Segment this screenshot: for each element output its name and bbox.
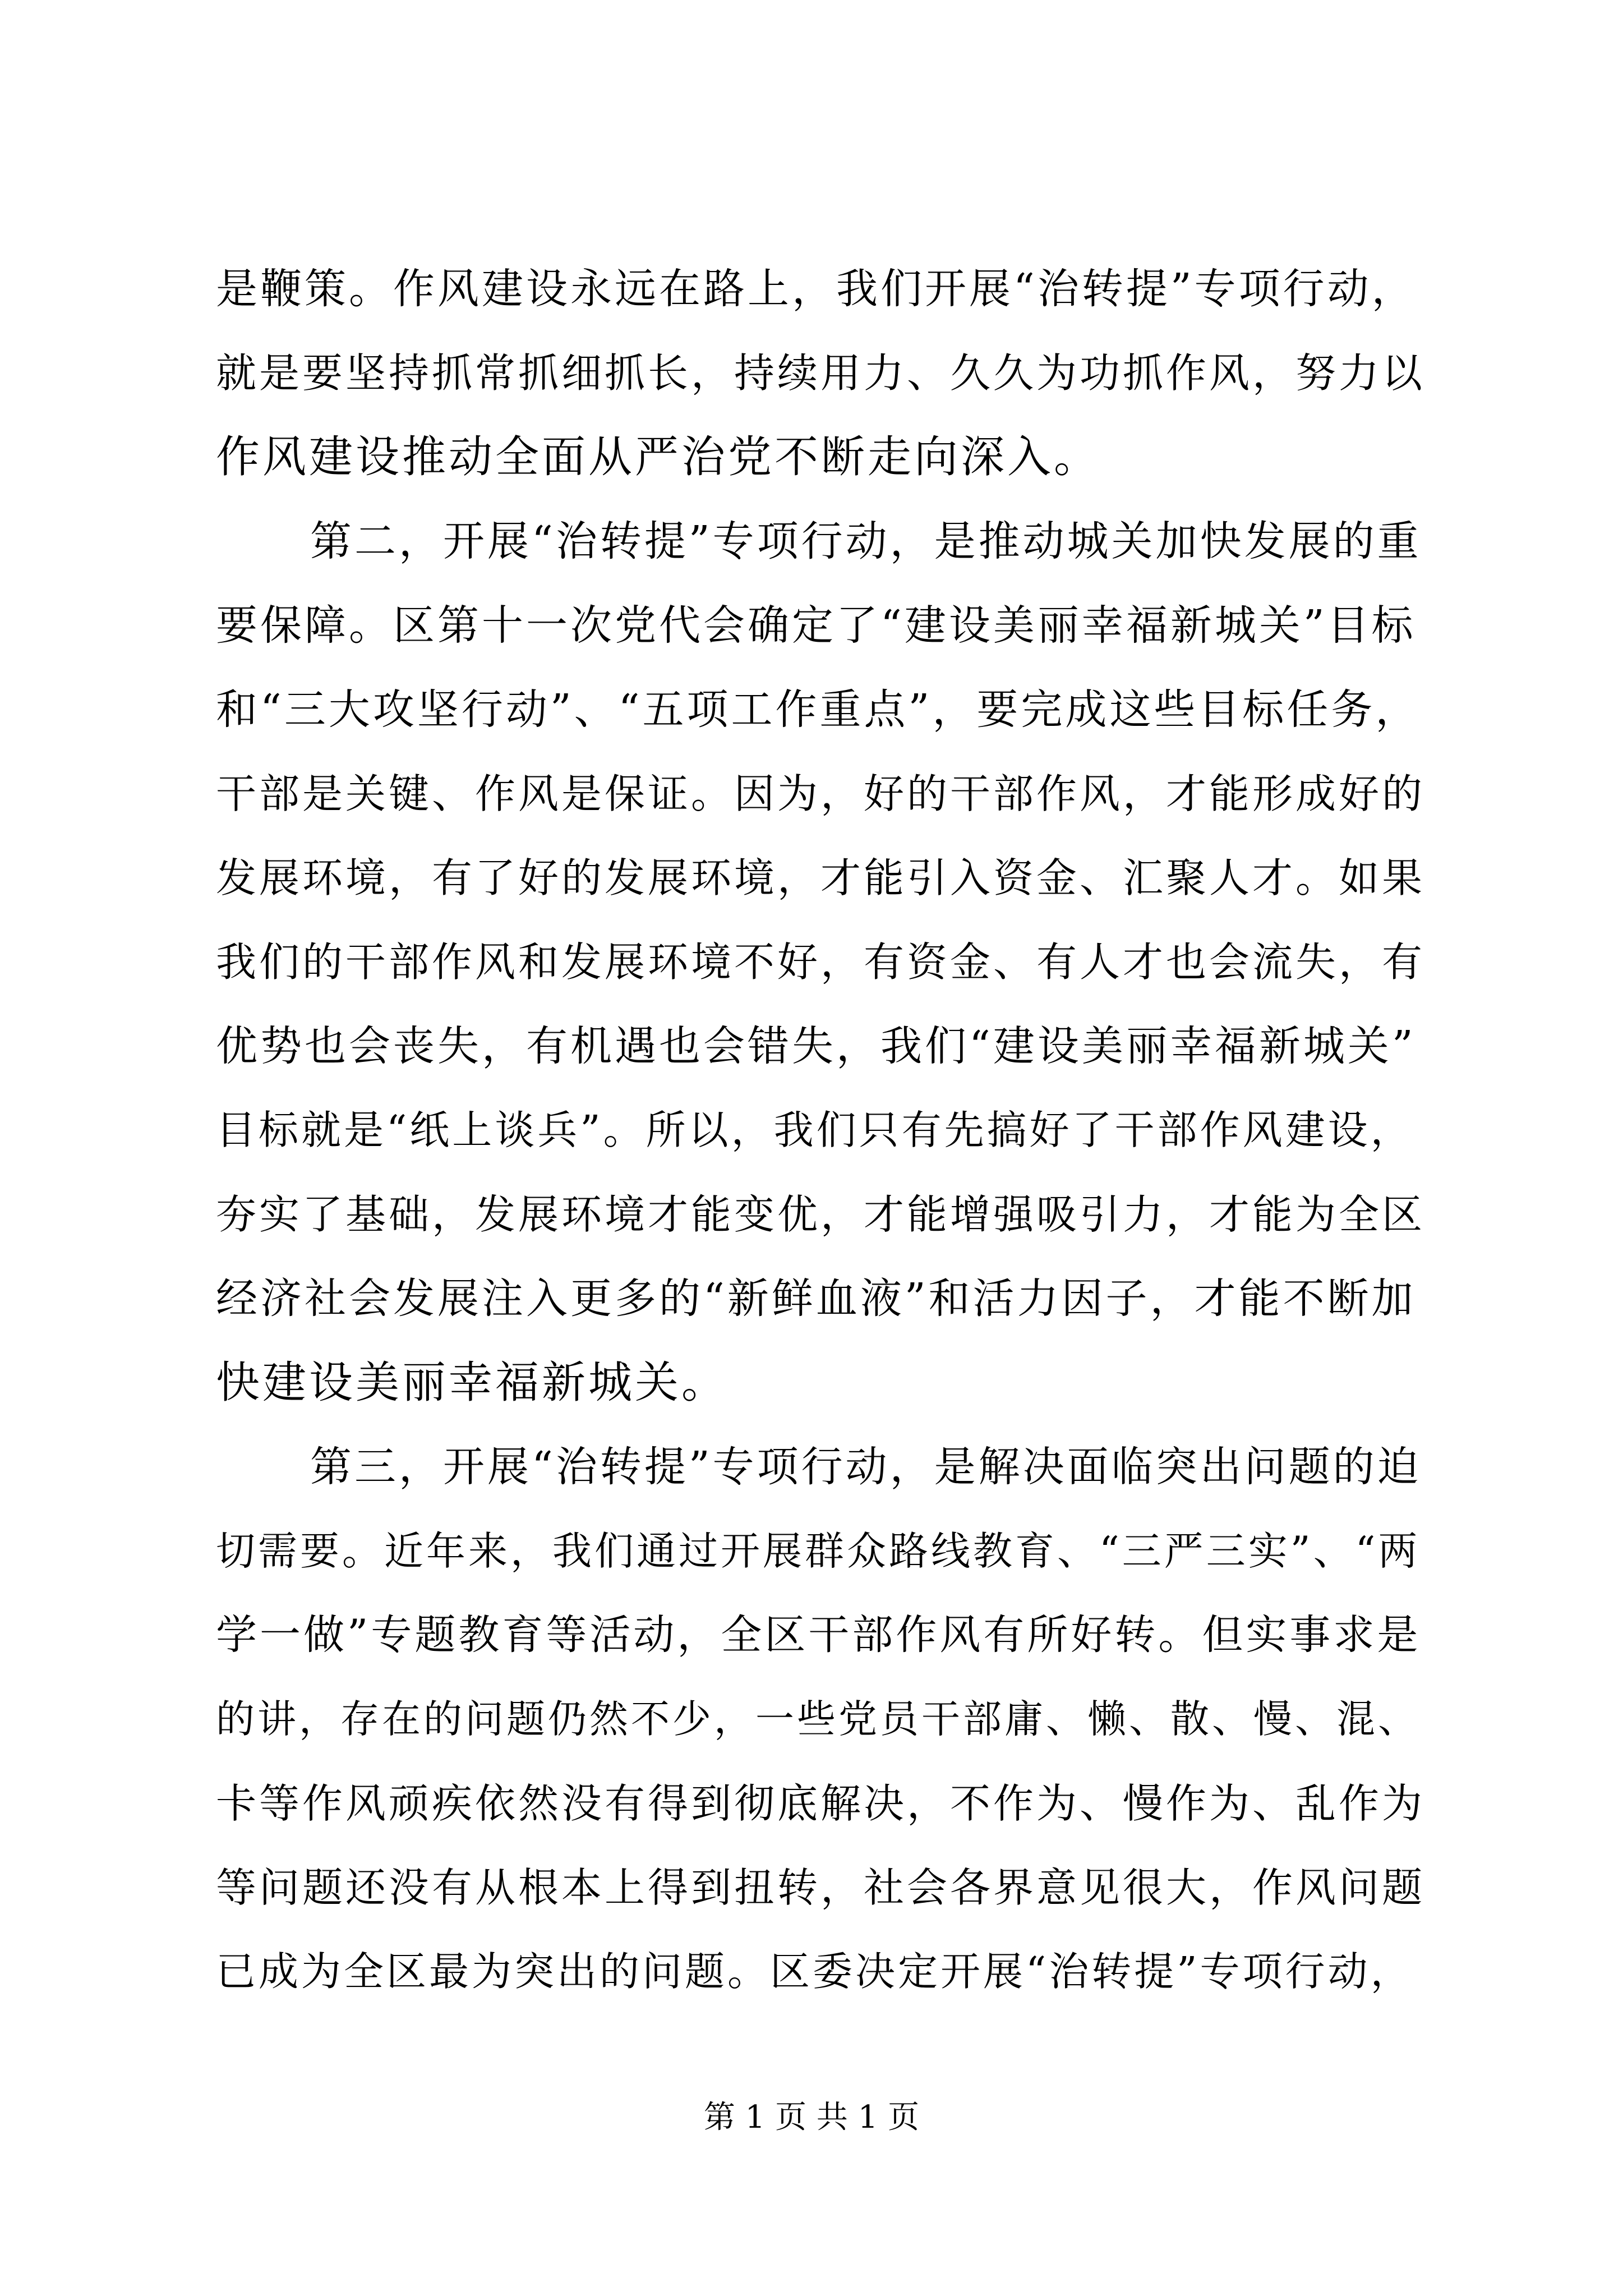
paragraph-start-line: 第三，开展“治转提”专项行动，是解决面临突出问题的迫 — [310, 1443, 1422, 1491]
text-line: 经济社会发展注入更多的“新鲜血液”和活力因子，才能不断加 — [216, 1274, 1416, 1323]
document-body — [216, 247, 1427, 2014]
text-line: 和“三大攻坚行动”、“五项工作重点”，要完成这些目标任务， — [216, 685, 1420, 734]
text-line: 卡等作风顽疾依然没有得到彻底解决，不作为、慢作为、乱作为 — [216, 1780, 1426, 1827]
text-line: 等问题还没有从根本上得到扭转，社会各界意见很大，作风问题 — [216, 1864, 1426, 1911]
text-line: 作风建设推动全面从严治党不断走向深入。 — [216, 432, 1101, 482]
text-line: 已成为全区最为突出的问题。区委决定开展“治转提”专项行动， — [216, 1948, 1413, 1995]
text-line: 是鞭策。作风建设永远在路上，我们开展“治转提”专项行动， — [216, 265, 1416, 313]
page-footer: 第 1 页 共 1 页 — [703, 2099, 920, 2136]
text-line: 要保障。区第十一次党代会确定了“建设美丽幸福新城关”目标 — [216, 601, 1416, 650]
text-line: 发展环境，有了好的发展环境，才能引入资金、汇聚人才。如果 — [216, 854, 1426, 901]
text-line: 切需要。近年来，我们通过开展群众路线教育、“三严三实”、“两 — [216, 1528, 1421, 1574]
text-line: 就是要坚持抓常抓细抓长，持续用力、久久为功抓作风，努力以 — [216, 349, 1426, 397]
paragraph-start-line: 第二，开展“治转提”专项行动，是推动城关加快发展的重 — [310, 517, 1422, 565]
text-line: 优势也会丧失，有机遇也会错失，我们“建设美丽幸福新城关” — [216, 1022, 1416, 1070]
text-line: 干部是关键、作风是保证。因为，好的干部作风，才能形成好的 — [216, 770, 1426, 817]
text-line: 的讲，存在的问题仍然不少，一些党员干部庸、懒、散、慢、混、 — [216, 1697, 1419, 1742]
text-line: 目标就是“纸上谈兵”。所以，我们只有先搞好了干部作风建设， — [216, 1107, 1413, 1153]
text-line: 我们的干部作风和发展环境不好，有资金、有人才也会流失，有 — [216, 938, 1426, 986]
text-line: 学一做”专题教育等活动，全区干部作风有所好转。但实事求是 — [216, 1611, 1421, 1659]
text-line: 快建设美丽幸福新城关。 — [216, 1358, 728, 1408]
text-line: 夯实了基础，发展环境才能变优，才能增强吸引力，才能为全区 — [216, 1191, 1426, 1238]
